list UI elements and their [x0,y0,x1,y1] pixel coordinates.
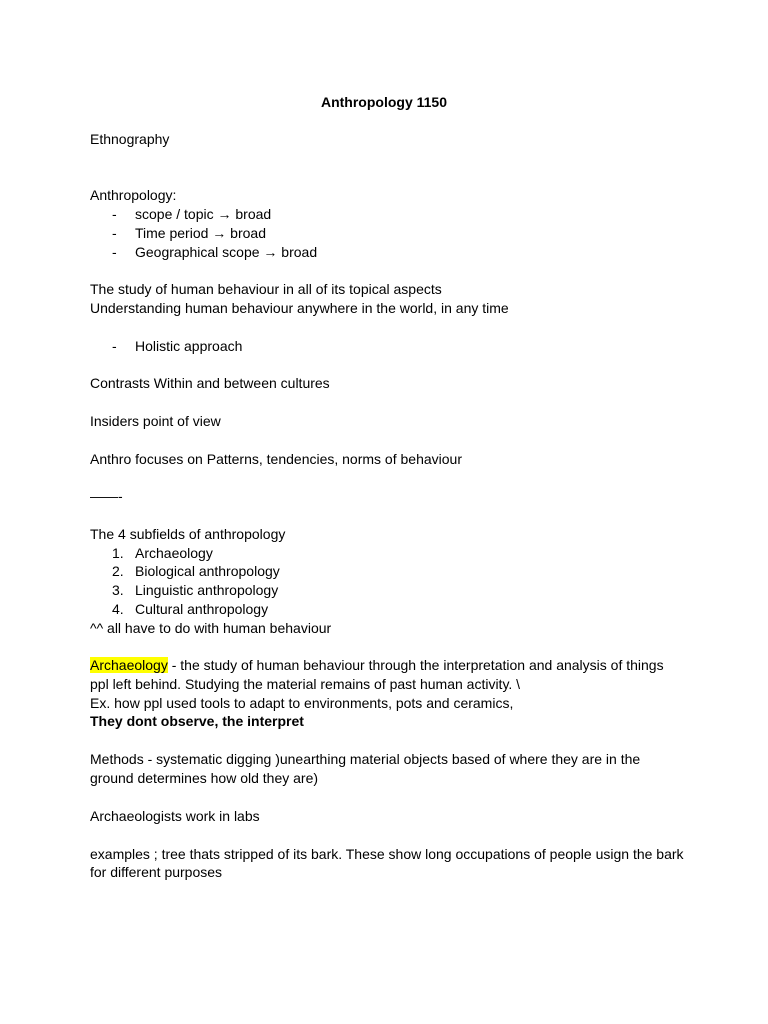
study-line-1: The study of human behaviour in all of its topical aspects [90,281,442,297]
anthropology-bullet-scope: scope / topic → broad [135,206,272,222]
bullet-dash: - [112,225,117,241]
document-title: Anthropology 1150 [320,94,448,110]
archaeology-definition-text: - the study of human behaviour through the interpretation and analysis of things [167,657,664,673]
anthropology-bullet-geo: Geographical scope → broad [135,244,318,260]
archaeology-definition-line-1 [90,656,690,675]
examples-line-2: for different purposes [90,864,223,880]
subfield-number: 1. [112,545,124,561]
anthropology-bullet-time: Time period → broad [135,225,266,241]
dont-observe-line: They dont observe, the interpret [90,713,304,729]
bullet-dash: - [112,244,117,260]
study-line-2: Understanding human behaviour anywhere in the world, in any time [90,300,509,316]
methods-line-1: Methods - systematic digging )unearthing material objects based of where they are in the [90,751,641,767]
subfield-cultural: Cultural anthropology [135,601,269,617]
subfield-biological: Biological anthropology [135,563,280,579]
archaeology-highlighted-term: Archaeology [90,657,168,673]
subfield-number: 4. [112,601,124,617]
archaeology-example-line: Ex. how ppl used tools to adapt to environments, pots and ceramics, [90,695,514,711]
all-have-line: ^^ all have to do with human behaviour [90,620,332,636]
subfields-heading: The 4 subfields of anthropology [90,526,286,542]
subfield-number: 3. [112,582,124,598]
bullet-dash: - [112,206,117,222]
methods-line-2: ground determines how old they are) [90,770,319,786]
labs-line: Archaeologists work in labs [90,808,260,824]
contrasts-line: Contrasts Within and between cultures [90,375,330,391]
bullet-dash: - [112,338,117,354]
divider-line: ——- [90,488,123,504]
subfield-number: 2. [112,563,124,579]
archaeology-definition-line-2: ppl left behind. Studying the material remains of past human activity. \ [90,676,521,692]
holistic-bullet: Holistic approach [135,338,243,354]
subfield-archaeology: Archaeology [135,545,213,561]
anthro-focuses-line: Anthro focuses on Patterns, tendencies, norms of behaviour [90,451,462,467]
subfield-linguistic: Linguistic anthropology [135,582,279,598]
anthropology-label: Anthropology: [90,187,177,203]
examples-line-1: examples ; tree thats stripped of its bark. These show long occupations of people usign the bark [90,846,684,862]
insiders-line: Insiders point of view [90,413,221,429]
ethnography-heading: Ethnography [90,131,170,147]
